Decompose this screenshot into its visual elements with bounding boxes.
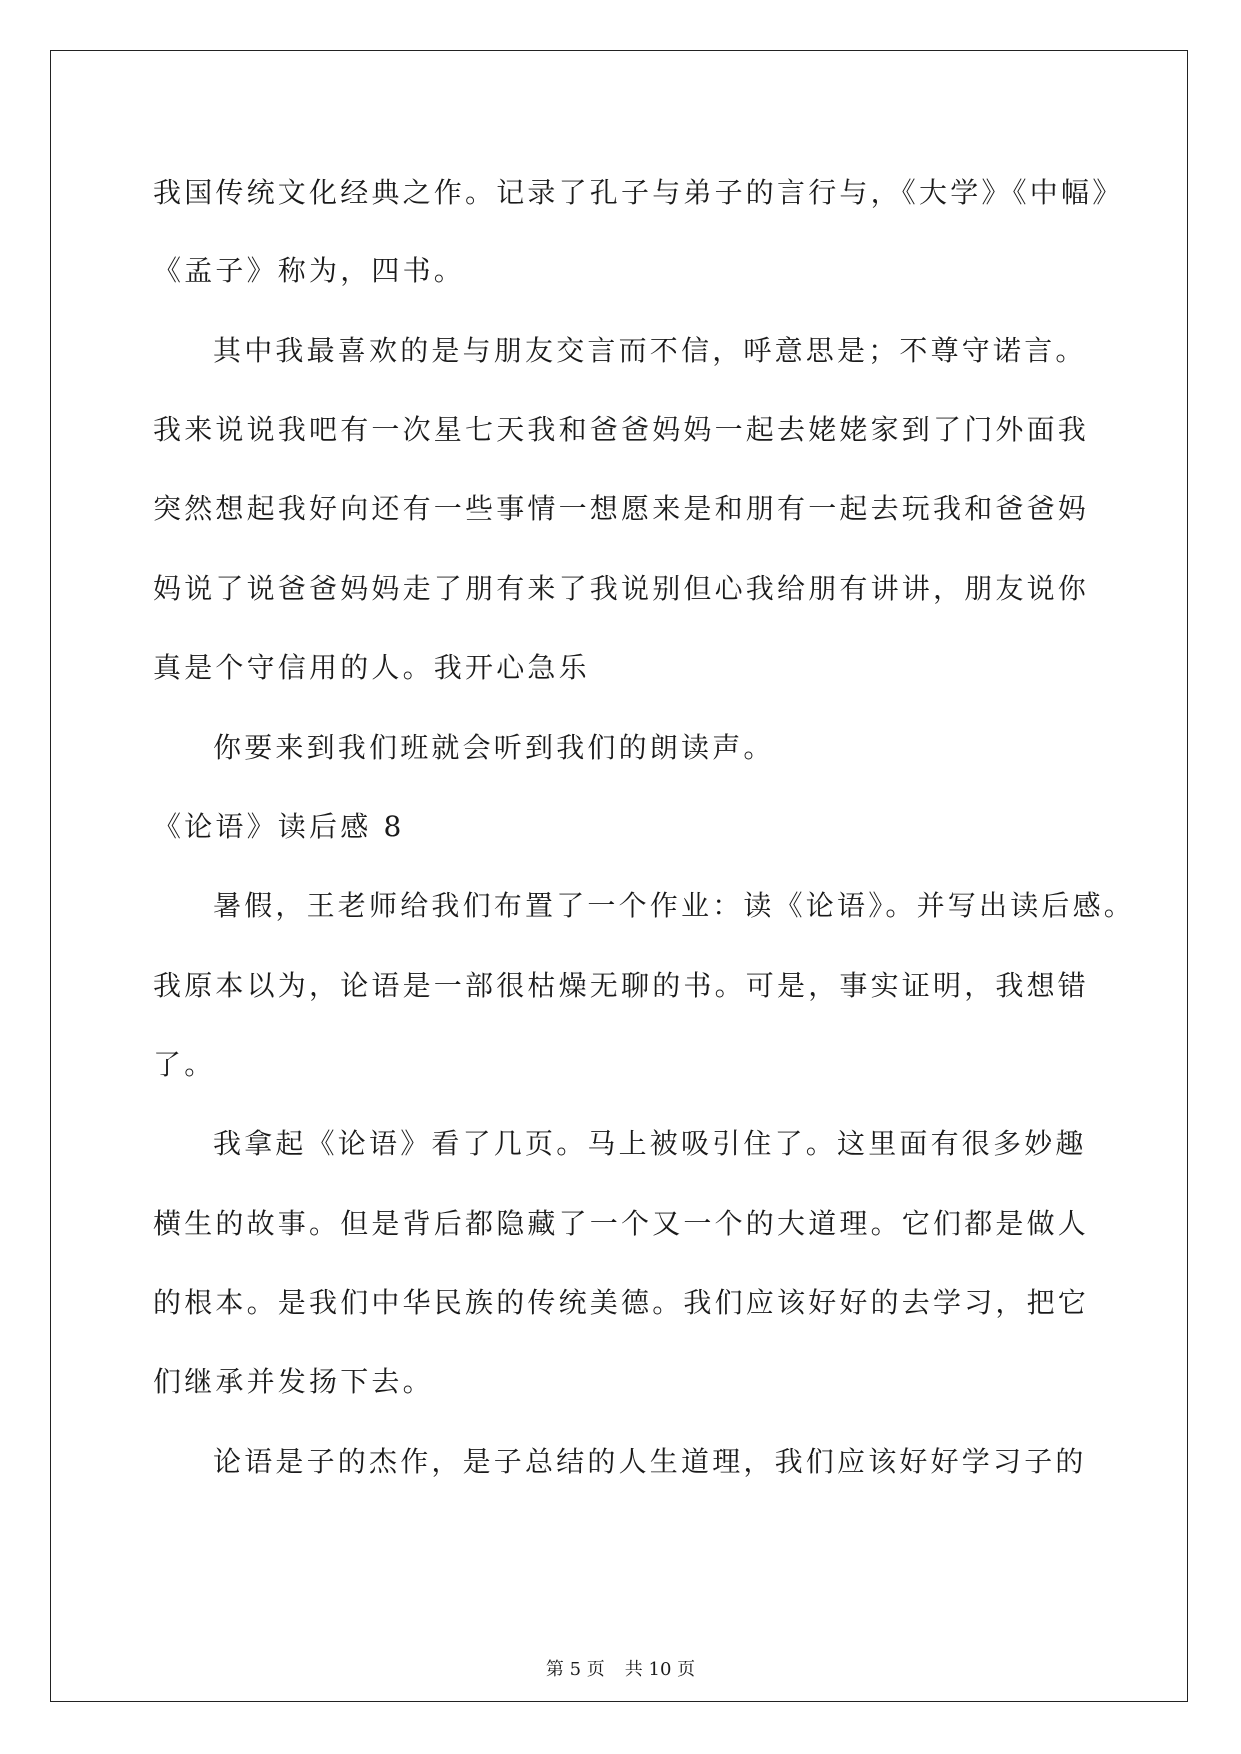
text-line: 的根本。是我们中华民族的传统美德。我们应该好好的去学习，把它 <box>153 1286 1090 1319</box>
text-line: 我国传统文化经典之作。记录了孔子与弟子的言行与，《大学》《中幅》 <box>153 176 1124 209</box>
page-footer <box>0 1658 1241 1682</box>
text-line: 突然想起我好向还有一些事情一想愿来是和朋有一起去玩我和爸爸妈 <box>153 492 1090 525</box>
section-heading: 《论语》读后感 8 <box>153 810 405 843</box>
page-number: 第 5 页 <box>545 1659 605 1680</box>
paragraph-start: 我拿起《论语》看了几页。马上被吸引住了。这里面有很多妙趣 <box>213 1127 1087 1160</box>
paragraph-start: 其中我最喜欢的是与朋友交言而不信，呼意思是；不尊守诺言。 <box>213 334 1087 367</box>
paragraph-start: 论语是子的杰作，是子总结的人生道理，我们应该好好学习子的 <box>213 1445 1087 1478</box>
text-line: 《孟子》称为，四书。 <box>153 254 466 287</box>
text-line: 横生的故事。但是背后都隐藏了一个又一个的大道理。它们都是做人 <box>153 1207 1090 1240</box>
text-line: 我来说说我吧有一次星七天我和爸爸妈妈一起去姥姥家到了门外面我 <box>153 413 1090 446</box>
paragraph-start: 暑假，王老师给我们布置了一个作业：读《论语》。并写出读后感。 <box>213 889 1136 922</box>
text-line: 真是个守信用的人。我开心急乐 <box>153 651 590 684</box>
page-total: 共 10 页 <box>624 1659 696 1680</box>
paragraph-start: 你要来到我们班就会听到我们的朗读声。 <box>213 731 775 764</box>
text-line: 我原本以为，论语是一部很枯燥无聊的书。可是，事实证明，我想错 <box>153 969 1090 1002</box>
text-line: 妈说了说爸爸妈妈走了朋有来了我说别但心我给朋有讲讲，朋友说你 <box>153 572 1090 605</box>
text-line: 们继承并发扬下去。 <box>153 1365 434 1398</box>
text-line: 了。 <box>153 1048 216 1081</box>
